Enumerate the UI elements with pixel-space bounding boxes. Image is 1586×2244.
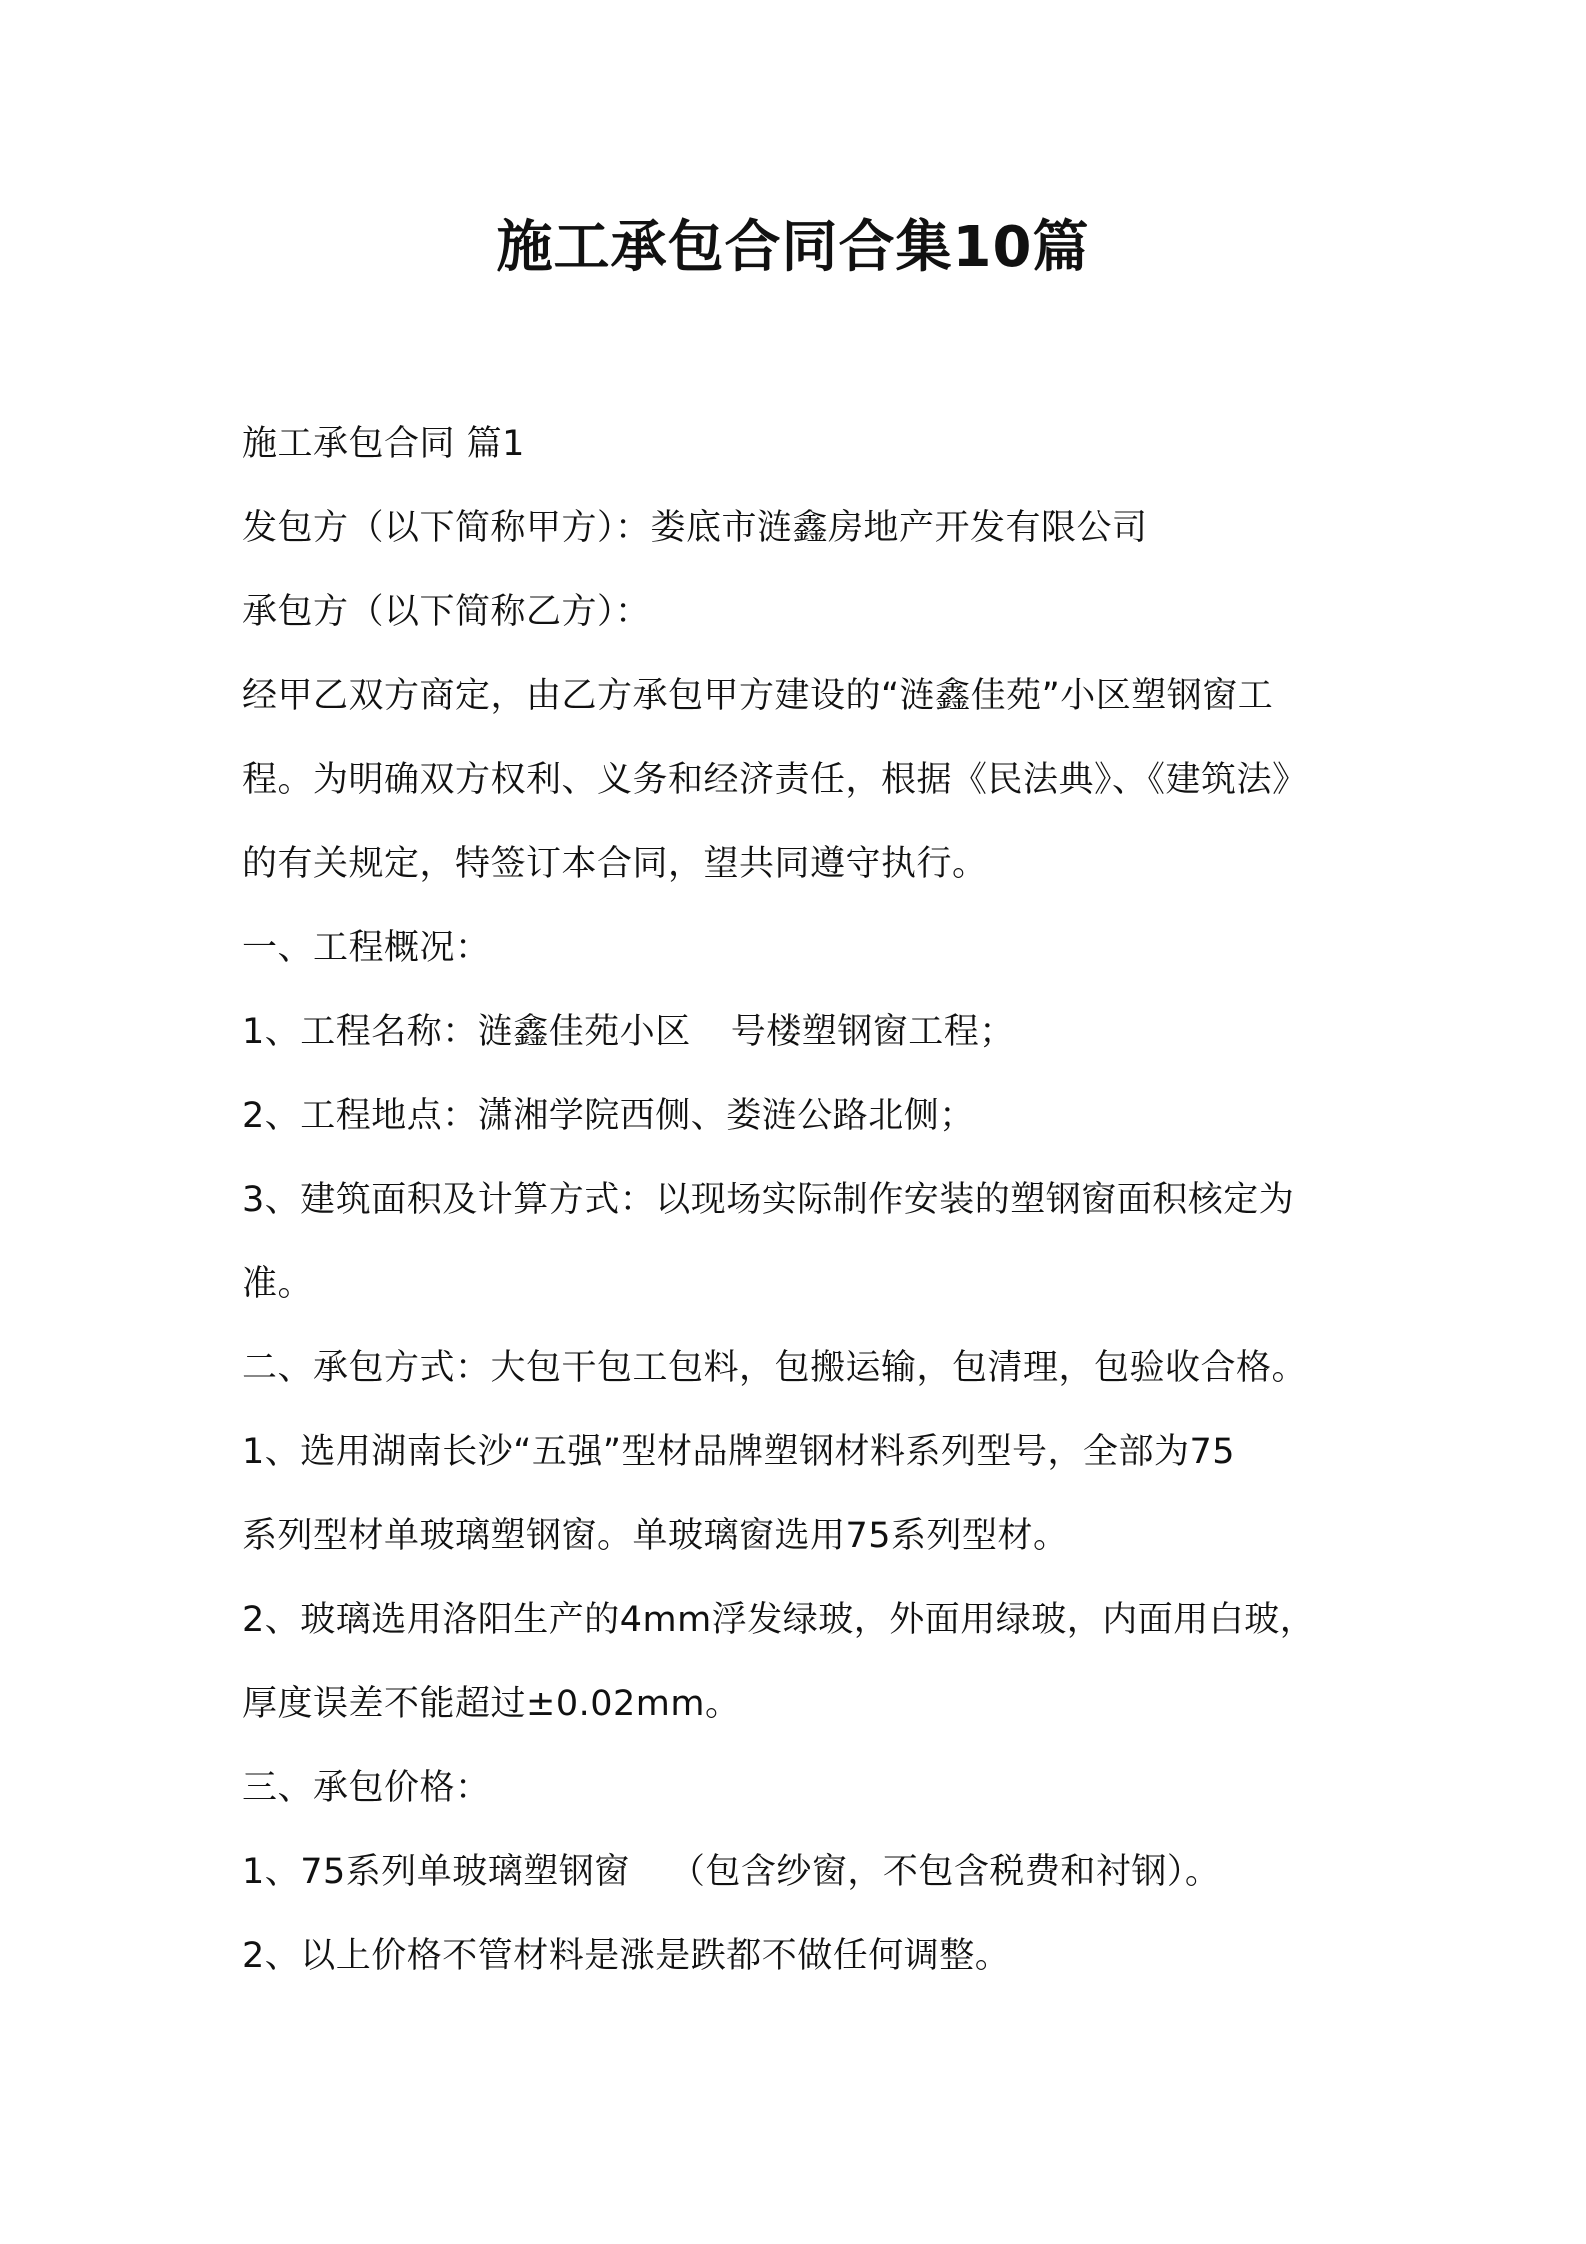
clause-3-1-part-b: （包含纱窗，不包含税费和衬钢）。 <box>669 1852 1221 1892</box>
preamble-line-3: 的有关规定，特签订本合同，望共同遵守执行。 <box>242 844 988 884</box>
party-a-line: 发包方（以下简称甲方）：娄底市涟鑫房地产开发有限公司 <box>242 508 1148 548</box>
preamble-line-2: 程。为明确双方权利、义务和经济责任，根据《民法典》、《建筑法》 <box>242 760 1308 800</box>
section-heading: 施工承包合同 篇1 <box>242 424 525 464</box>
clause-1-1 <box>242 990 1372 1074</box>
preamble-line-1: 经甲乙双方商定，由乙方承包甲方建设的“涟鑫佳苑”小区塑钢窗工 <box>242 676 1274 716</box>
clause-1-1-part-a: 1、工程名称：涟鑫佳苑小区 <box>242 1012 691 1052</box>
clause-1-2: 2、工程地点：潇湘学院西侧、娄涟公路北侧； <box>242 1096 975 1136</box>
clause-1-3-line-1: 3、建筑面积及计算方式：以现场实际制作安装的塑钢窗面积核定为 <box>242 1180 1295 1220</box>
clause-1-3-line-2: 准。 <box>242 1264 314 1304</box>
clause-heading-3: 三、承包价格： <box>242 1768 491 1808</box>
clause-3-1 <box>242 1830 1372 1914</box>
clause-3-2: 2、以上价格不管材料是涨是跌都不做任何调整。 <box>242 1936 1011 1976</box>
clause-heading-2: 二、承包方式：大包干包工包料，包搬运输，包清理，包验收合格。 <box>242 1348 1308 1388</box>
clause-2-1-line-1: 1、选用湖南长沙“五强”型材品牌塑钢材料系列型号，全部为75 <box>242 1432 1236 1472</box>
clause-2-2-line-1: 2、玻璃选用洛阳生产的4mm浮发绿玻，外面用绿玻，内面用白玻， <box>242 1600 1316 1640</box>
clause-2-2-line-2: 厚度误差不能超过±0.02mm。 <box>242 1684 741 1724</box>
document-body <box>242 402 1372 1998</box>
party-b-line: 承包方（以下简称乙方）： <box>242 592 651 632</box>
document-title: 施工承包合同合集10篇 <box>496 215 1090 280</box>
clause-1-1-part-b: 号楼塑钢窗工程； <box>730 1012 1015 1052</box>
clause-3-1-part-a: 1、75系列单玻璃塑钢窗 <box>242 1852 630 1892</box>
clause-2-1-line-2: 系列型材单玻璃塑钢窗。单玻璃窗选用75系列型材。 <box>242 1516 1069 1556</box>
clause-heading-1: 一、工程概况： <box>242 928 491 968</box>
